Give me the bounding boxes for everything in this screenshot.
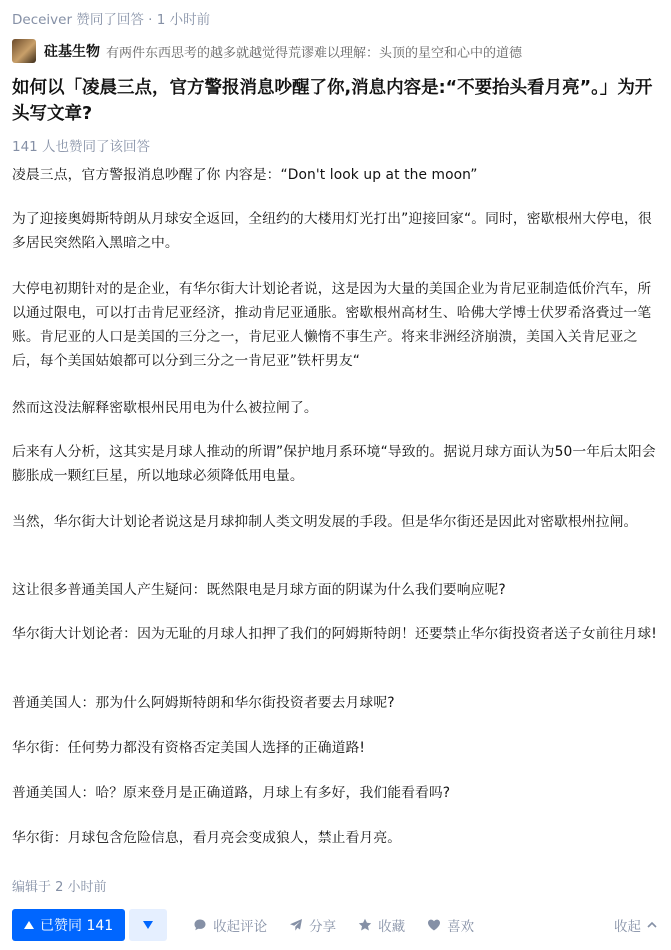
answer-paragraph: 凌晨三点，官方警报消息吵醒了你 内容是：“Don't look up at the moon” (12, 167, 478, 183)
upvote-button[interactable] (12, 909, 125, 941)
answer-paragraph: 后来有人分析，这其实是月球人推动的所谓”保护地月系环境“导致的。据说月球方面认为50一年后太阳会膨胀成一颗红巨星，所以地球必须降低用电量。 (12, 444, 656, 484)
comment-icon (193, 918, 207, 932)
activity-action: 赞同了回答 (76, 12, 144, 28)
like-button[interactable] (427, 915, 474, 935)
paper-plane-icon (289, 918, 303, 932)
question-title-link[interactable]: 如何以「凌晨三点，官方警报消息吵醒了你,消息内容是:“不要抬头看月亮”。」为开头写文章? (12, 78, 653, 124)
comment-label: 收起评论 (213, 919, 268, 935)
answer-paragraph: 普通美国人：哈？原来登月是正确道路，月球上有多好，我们能看看吗? (12, 785, 451, 801)
activity-user-link[interactable]: Deceiver (12, 12, 73, 28)
activity-separator: · (148, 12, 153, 28)
heart-icon (427, 918, 441, 932)
activity-line (12, 10, 210, 30)
answer-paragraph: 这让很多普通美国人产生疑问：既然限电是月球方面的阴谋为什么我们要响应呢? (12, 582, 506, 598)
chevron-up-icon (645, 918, 659, 932)
activity-time: 1 小时前 (156, 12, 211, 28)
author-bio: 有两件东西思考的越多就越觉得荒谬难以理解：头顶的星空和心中的道德 (106, 45, 523, 61)
triangle-down-icon (143, 921, 153, 929)
author-info (12, 39, 522, 63)
action-bar (12, 909, 659, 941)
edited-time[interactable]: 编辑于 2 小时前 (12, 880, 107, 895)
star-icon (358, 918, 372, 932)
comment-toggle-button[interactable] (193, 915, 267, 935)
answer-paragraph: 然而这没法解释密歇根州民用电为什么被拉闸了。 (12, 400, 318, 416)
author-name-link[interactable]: 砫基生物 (44, 44, 100, 60)
answer-paragraph: 华尔街：月球包含危险信息，看月亮会变成狼人，禁止看月亮。 (12, 830, 402, 846)
answer-paragraph: 大停电初期针对的是企业，有华尔街大计划论者说，这是因为大量的美国企业为肯尼亚制造低价汽车，所以通过限电，可以打击肯尼亚经济，推动肯尼亚通胀。密歇根州高材生、哈佛大学博士伏罗希洛賫过一笔账。肯尼亚的人口是美国的三分之一，肯尼亚人懒惰不事生产。将来非洲经济崩溃，美国入关肯尼亚之后，每个美国姑娘都可以分到三分之一肯尼亚”铁杆男友“ (12, 281, 652, 369)
downvote-button[interactable] (129, 909, 167, 941)
favorite-label: 收藏 (378, 919, 406, 935)
collapse-label: 收起 (614, 919, 641, 935)
share-button[interactable] (289, 915, 336, 935)
upvote-count-meta: 141 人也赞同了该回答 (12, 139, 151, 155)
avatar[interactable] (12, 39, 36, 63)
upvote-label: 已赞同 141 (40, 918, 114, 934)
share-label: 分享 (309, 919, 337, 935)
answer-paragraph: 当然，华尔街大计划论者说这是月球抑制人类文明发展的手段。但是华尔街还是因此对密歇根州拉闸。 (12, 514, 638, 530)
answer-paragraph: 为了迎接奥姆斯特朗从月球安全返回，全纽约的大楼用灯光打出”迎接回家“。同时，密歇根州大停电，很多居民突然陷入黑暗之中。 (12, 211, 652, 251)
favorite-button[interactable] (358, 915, 405, 935)
like-label: 喜欢 (447, 919, 475, 935)
collapse-answer-button[interactable] (614, 915, 659, 935)
answer-paragraph: 华尔街：任何势力都没有资格否定美国人选择的正确道路! (12, 740, 366, 756)
answer-paragraph: 华尔街大计划论者：因为无耻的月球人扣押了我们的阿姆斯特朗！还要禁止华尔街投资者送子女前往月球! (12, 626, 657, 642)
triangle-up-icon (24, 921, 34, 929)
answer-paragraph: 普通美国人：那为什么阿姆斯特朗和华尔街投资者要去月球呢? (12, 695, 395, 711)
